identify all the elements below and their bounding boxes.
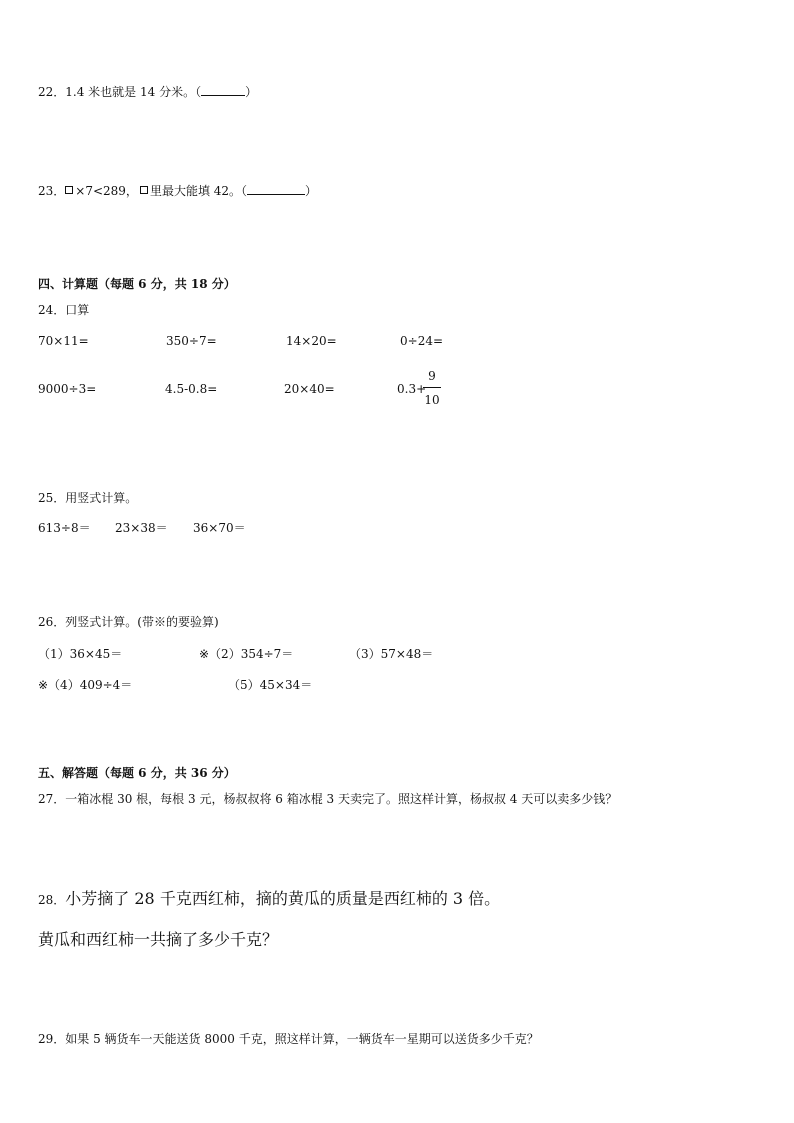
calc-item: 613÷8＝ xyxy=(38,521,91,535)
paren-open: （ xyxy=(241,184,248,198)
fraction-bar xyxy=(423,387,441,388)
calc-item: 0÷24= xyxy=(400,334,444,348)
question-text: 如果 5 辆货车一天能送货 8000 千克，照这样计算，一辆货车一星期可以送货多少千克？ xyxy=(65,1032,539,1046)
question-number: 25． xyxy=(38,491,66,505)
question-24-title xyxy=(38,302,89,318)
question-text: 口算 xyxy=(65,303,90,317)
answer-blank[interactable] xyxy=(201,95,245,96)
question-22 xyxy=(38,84,257,100)
calc-item: 9000÷3= xyxy=(38,382,97,396)
question-text: 1.4 米也就是 14 分米。 xyxy=(65,85,196,99)
question-text: 一箱冰棍 30 根，每根 3 元，杨叔叔将 6 箱冰棍 3 天卖完了。照这样计算，杨叔叔 4 天可以卖多少钱？ xyxy=(65,792,618,806)
question-text-part2: 里最大能填 42。 xyxy=(149,184,242,198)
question-number: 24． xyxy=(38,303,66,317)
question-28-line2: 黄瓜和西红柿一共摘了多少千克？ xyxy=(38,930,279,949)
question-number: 26． xyxy=(38,615,66,629)
calc-item: 0.3+ xyxy=(397,382,427,396)
fraction-numerator: 9 xyxy=(428,369,436,383)
question-number: 28． xyxy=(38,893,66,907)
question-number: 29． xyxy=(38,1032,66,1046)
section-heading: 五、解答题（每题 6 分，共 36 分） xyxy=(38,766,236,780)
question-text: 小芳摘了 28 千克西红柿，摘的黄瓜的质量是西红柿的 3 倍。 xyxy=(65,889,501,908)
question-text: 用竖式计算。 xyxy=(65,491,138,505)
calc-item: （5）45×34＝ xyxy=(228,678,313,692)
paren-close: ） xyxy=(305,184,318,198)
calc-item: 36×70＝ xyxy=(193,521,246,535)
question-number: 27． xyxy=(38,792,66,806)
paren-open: （ xyxy=(195,85,202,99)
section-heading: 四、计算题（每题 6 分，共 18 分） xyxy=(38,277,236,291)
calc-item: 23×38＝ xyxy=(115,521,168,535)
question-23 xyxy=(38,183,317,199)
answer-blank[interactable] xyxy=(247,194,305,195)
calc-item: 20×40= xyxy=(284,382,335,396)
question-number: 23． xyxy=(38,184,66,198)
question-28 xyxy=(38,889,500,909)
calc-item: 70×11= xyxy=(38,334,89,348)
question-number: 22． xyxy=(38,85,66,99)
question-25-title xyxy=(38,490,137,506)
box-placeholder-icon xyxy=(140,186,148,194)
calc-item: 350÷7= xyxy=(166,334,217,348)
calc-item: ※（4）409÷4＝ xyxy=(38,678,133,692)
question-26-title xyxy=(38,614,219,630)
box-placeholder-icon xyxy=(65,186,73,194)
question-27 xyxy=(38,791,617,807)
calc-item: ※（2）354÷7＝ xyxy=(199,647,294,661)
calc-item: 4.5-0.8= xyxy=(165,382,218,396)
question-text: 列竖式计算。(带※的要验算) xyxy=(65,615,219,629)
calc-item: （3）57×48＝ xyxy=(349,647,434,661)
question-29 xyxy=(38,1031,539,1047)
question-text-part1: ×7<289， xyxy=(75,184,138,198)
paren-close: ） xyxy=(245,85,258,99)
calc-item: 14×20= xyxy=(286,334,337,348)
calc-item: （1）36×45＝ xyxy=(38,647,123,661)
fraction-denominator: 10 xyxy=(424,393,440,407)
